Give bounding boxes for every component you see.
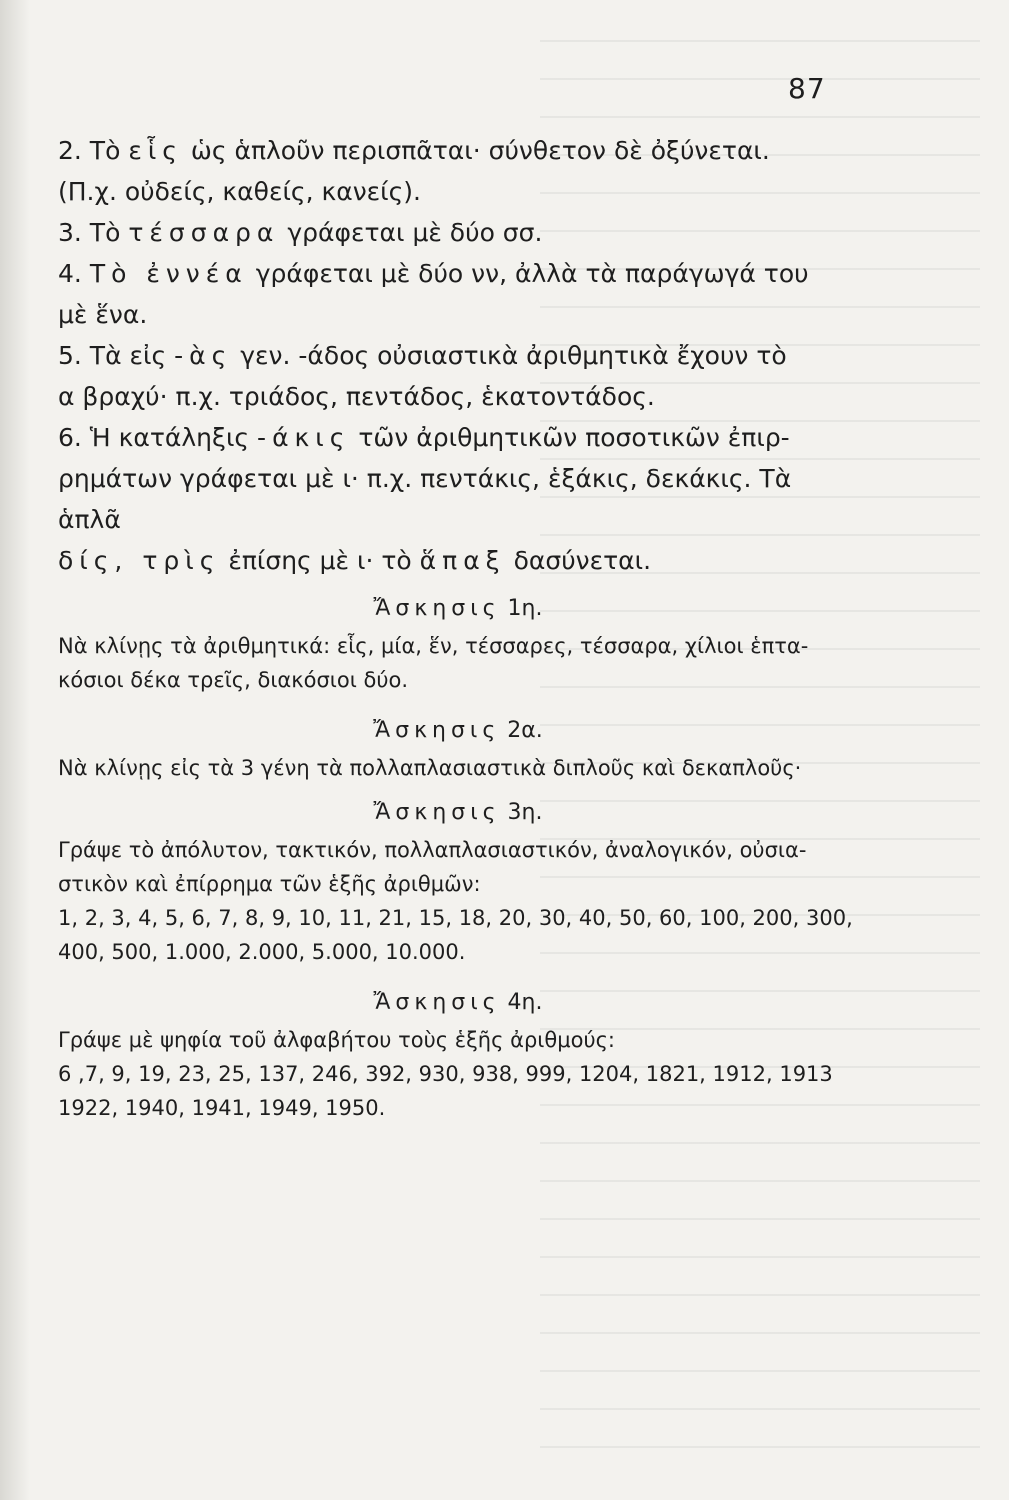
page-number: 87 xyxy=(788,72,826,105)
exercise-2-heading: Ἄσκησις 2α. xyxy=(373,718,543,743)
rule-4-line-1: 4. Τὸ ἐννέα γράφεται μὲ δύο νν, ἀλλὰ τὰ παράγωγά του xyxy=(58,259,809,288)
exercise-1-heading: Ἄσκησις 1η. xyxy=(373,596,543,621)
exercise-4-line-2: 6 ,7, 9, 19, 23, 25, 137, 246, 392, 930, 938, 999, 1204, 1821, 1912, 1913 xyxy=(58,1062,833,1086)
exercise-4-heading: Ἄσκησις 4η. xyxy=(373,990,543,1015)
exercise-1-line-1: Νὰ κλίνῃς τὰ ἀριθμητικά: εἷς, μία, ἕν, τέσσαρες, τέσσαρα, χίλιοι ἑπτα- xyxy=(58,634,809,658)
exercise-4-line-3: 1922, 1940, 1941, 1949, 1950. xyxy=(58,1096,386,1120)
rule-6-line-3: δίς, τρὶς ἐπίσης μὲ ι· τὸ ἅπαξ δασύνεται. xyxy=(58,546,652,575)
exercise-2-line-1: Νὰ κλίνῃς εἰς τὰ 3 γένη τὰ πολλαπλασιαστικὰ διπλοῦς καὶ δεκαπλοῦς· xyxy=(58,756,802,780)
rule-2-line-2: (Π.χ. οὐδείς, καθείς, κανείς). xyxy=(58,177,422,206)
page-body xyxy=(58,130,858,1125)
rule-3-line-1: 3. Τὸ τέσσαρα γράφεται μὲ δύο σσ. xyxy=(58,218,543,247)
exercise-3-line-1: Γράψε τὸ ἀπόλυτον, τακτικόν, πολλαπλασιαστικόν, ἀναλογικόν, οὐσια- xyxy=(58,838,807,862)
page-edge-shadow xyxy=(0,0,30,1500)
rule-5-line-1: 5. Τὰ εἰς -ὰς γεν. -άδος οὐσιαστικὰ ἀριθμητικὰ ἔχουν τὸ xyxy=(58,341,787,370)
rule-2-line-1: 2. Τὸ εἷς ὡς ἁπλοῦν περισπᾶται· σύνθετον δὲ ὀξύνεται. xyxy=(58,136,770,165)
exercise-3-line-4: 400, 500, 1.000, 2.000, 5.000, 10.000. xyxy=(58,940,466,964)
exercise-3-line-3: 1, 2, 3, 4, 5, 6, 7, 8, 9, 10, 11, 21, 15, 18, 20, 30, 40, 50, 60, 100, 200, 300, xyxy=(58,906,853,930)
exercise-3-line-2: στικὸν καὶ ἐπίρρημα τῶν ἑξῆς ἀριθμῶν: xyxy=(58,872,481,896)
rule-6-line-2: ρημάτων γράφεται μὲ ι· π.χ. πεντάκις, ἑξάκις, δεκάκις. Τὰ ἁπλᾶ xyxy=(58,464,792,534)
exercise-1-line-2: κόσιοι δέκα τρεῖς, διακόσιοι δύο. xyxy=(58,668,409,692)
rule-5-line-2: α βραχύ· π.χ. τριάδος, πεντάδος, ἑκατοντάδος. xyxy=(58,382,655,411)
exercise-3-heading: Ἄσκησις 3η. xyxy=(373,800,543,825)
rule-6-line-1: 6. Ἡ κατάληξις -άκις τῶν ἀριθμητικῶν ποσοτικῶν ἐπιρ- xyxy=(58,423,790,452)
rule-4-line-2: μὲ ἕνα. xyxy=(58,300,148,329)
exercise-4-line-1: Γράψε μὲ ψηφία τοῦ ἀλφαβήτου τοὺς ἑξῆς ἀριθμούς: xyxy=(58,1028,615,1052)
